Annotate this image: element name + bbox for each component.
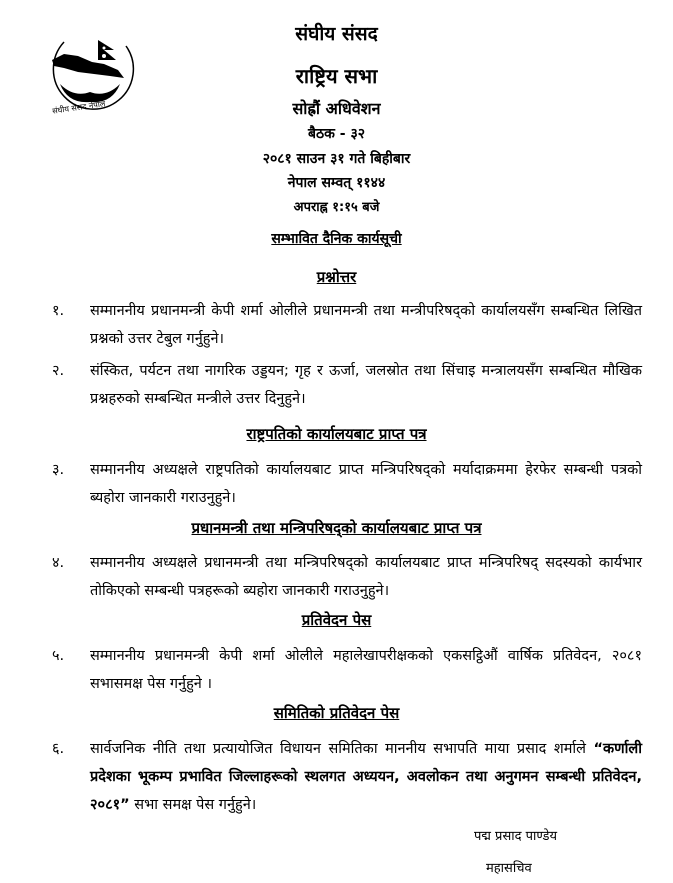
report-title: “कर्णाली प्रदेशका भूकम्प प्रभावित जिल्लाहरूको स्थलगत अध्ययन, अवलोकन तथा अनुगमन सम्बन्धी प्रतिवेदन, २०८१” xyxy=(90,741,642,813)
item-text: सम्माननीय प्रधानमन्त्री केपी शर्मा ओलीले प्रधानमन्त्री तथा मन्त्रीपरिषद्को कार्यालयसँग सम्बन्धित लिखित प्रश्नको उत्तर टेबुल गर्नुहुने। xyxy=(90,303,642,347)
header-nepal-sambat: नेपाल सम्वत् ११४४ xyxy=(287,175,386,191)
agenda-item-5 xyxy=(52,642,642,698)
agenda-item-3 xyxy=(52,456,642,512)
header-national-assembly: राष्ट्रिय सभा xyxy=(295,64,378,88)
section-title-report-submission: प्रतिवेदन पेस xyxy=(301,611,372,629)
header-meeting: बैठक - ३२ xyxy=(308,126,365,142)
header-time: अपराह्न १:१५ बजे xyxy=(293,200,380,215)
item-text xyxy=(90,735,642,819)
item-number: ६. xyxy=(52,741,65,757)
item-number: ४. xyxy=(52,555,65,571)
agenda-title: सम्भावित दैनिक कार्यसूची xyxy=(271,231,402,247)
agenda-item-1 xyxy=(52,297,642,353)
header-session: सोह्रौं अधिवेशन xyxy=(292,99,381,118)
section-title-committee-report: समितिको प्रतिवेदन पेस xyxy=(273,704,400,722)
item-text: सम्माननीय प्रधानमन्त्री केपी शर्मा ओलीले महालेखापरीक्षकको एकसट्ठिऔं वार्षिक प्रतिवेदन, २०८१ सभासमक्ष पेस गर्नुहुने । xyxy=(90,648,642,692)
item-number: १. xyxy=(52,303,65,319)
item-number: ५. xyxy=(52,648,65,664)
signatory-name: पद्म प्रसाद पाण्डेय xyxy=(474,829,558,844)
item-number: ३. xyxy=(52,462,65,478)
agenda-item-4 xyxy=(52,549,642,605)
item-text: सम्माननीय अध्यक्षले प्रधानमन्त्री तथा मन्त्रिपरिषद्को कार्यालयबाट प्राप्त मन्त्रिपरिषद् सदस्यको कार्यभार तोकिएको सम्बन्धी पत्रहरूको ब्यहोरा जानकारी गराउनुहुने। xyxy=(90,555,642,599)
item-text-intro: सार्वजनिक नीति तथा प्रत्यायोजित विधायन समितिका माननीय सभापति माया प्रसाद शर्माले xyxy=(90,741,594,757)
section-title-questions: प्रश्नोत्तर xyxy=(316,268,357,286)
item-text: संस्कित, पर्यटन तथा नागरिक उड्डयन; गृह र ऊर्जा, जलस्रोत तथा सिंचाइ मन्त्रालयसँग सम्बन्धित मौखिक प्रश्नहरुको सम्बन्धित मन्त्रीले उत्तर दिनुहुने। xyxy=(90,363,642,407)
header-date: २०८१ साउन ३१ गते बिहीबार xyxy=(262,151,411,167)
section-title-pm-letter: प्रधानमन्त्री तथा मन्त्रिपरिषद्को कार्यालयबाट प्राप्त पत्र xyxy=(191,519,482,537)
agenda-item-2 xyxy=(52,357,642,413)
header-federal-parliament: संघीय संसद xyxy=(295,23,378,45)
item-text-end: सभा समक्ष पेस गर्नुहुने। xyxy=(129,797,257,813)
agenda-item-6 xyxy=(52,735,642,819)
logo-caption: संघीय संसद नेपाल xyxy=(51,99,106,116)
section-title-president-letter: राष्ट्रपतिको कार्यालयबाट प्राप्त पत्र xyxy=(246,425,427,443)
item-text: सम्माननीय अध्यक्षले राष्ट्रपतिको कार्यालयबाट प्राप्त मन्त्रिपरिषद्को मर्यादाक्रममा हेरफेर सम्बन्धी पत्रको ब्यहोरा जानकारी गराउनुहुने। xyxy=(90,462,642,506)
item-number: २. xyxy=(52,363,65,379)
signatory-title: महासचिव xyxy=(486,861,532,876)
